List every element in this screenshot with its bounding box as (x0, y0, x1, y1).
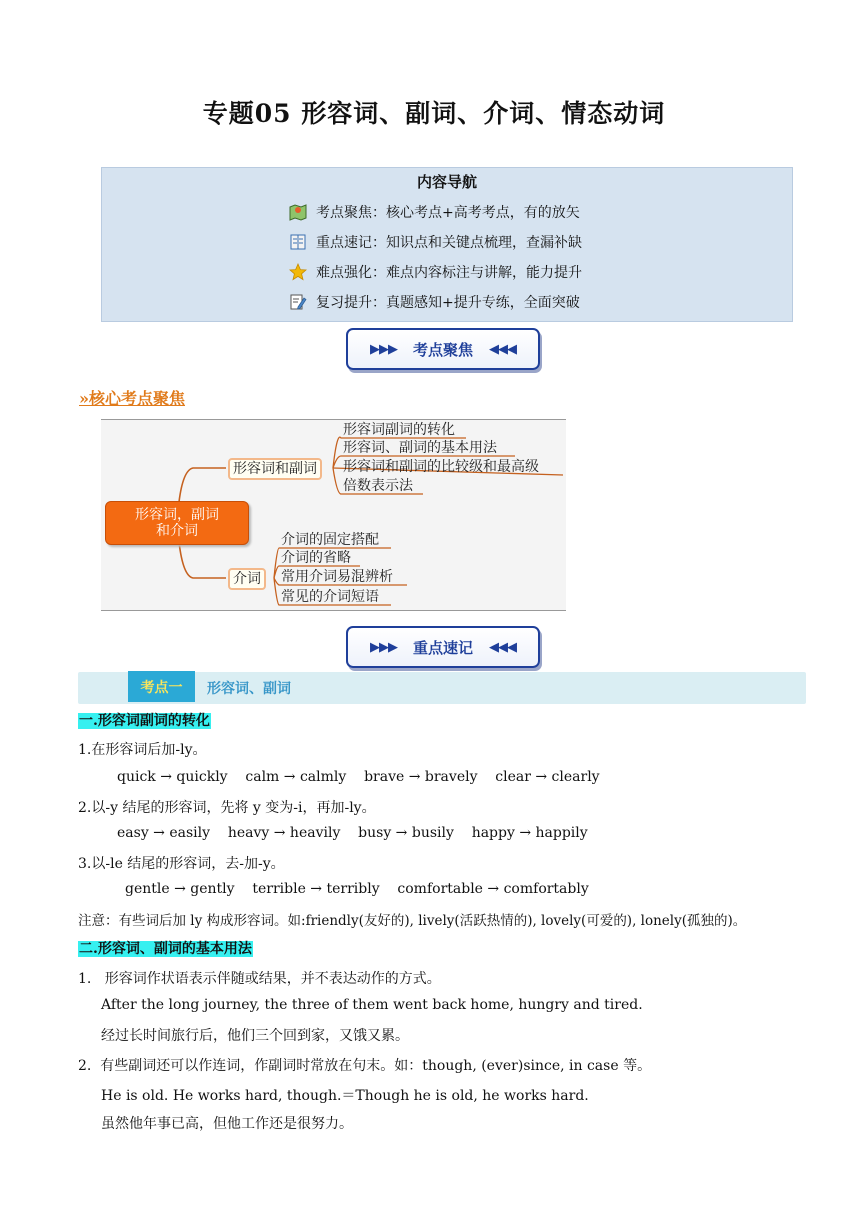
section-heading: 二.形容词、副词的基本用法 (79, 941, 252, 957)
arrows-left-icon: ◀◀◀ (489, 341, 516, 357)
core-heading: »核心考点聚焦 (79, 389, 186, 408)
rule-text: 1.在形容词后加-ly。 (78, 742, 207, 758)
nav-item-label: 考点聚焦：核心考点+高考考点，有的放矢 (316, 205, 580, 221)
banner-label: 重点速记 (412, 638, 473, 657)
banner-kaodian-jujiao (346, 328, 540, 370)
mind-map-root-label: 形容词，副词 和介词 (135, 507, 219, 539)
banner-label: 考点聚焦 (412, 340, 473, 359)
rule-text: 2.以-y 结尾的形容词，先将 y 变为-i，再加-ly。 (78, 800, 376, 816)
mind-map-leaf: 形容词、副词的基本用法 (343, 440, 497, 456)
page-title: 专题05 形容词、副词、介词、情态动词 (202, 99, 666, 128)
kaodian-title: 形容词、副词 (207, 681, 291, 697)
mind-map (101, 419, 566, 611)
star-icon (289, 263, 307, 281)
mind-map-root (105, 501, 249, 545)
rule-text: 2. 有些副词还可以作连词，作副词时常放在句末。如：though, (ever)since, in case 等。 (78, 1058, 652, 1074)
mind-map-leaf: 介词的固定搭配 (281, 532, 379, 548)
nav-item-label: 重点速记：知识点和关键点梳理，查漏补缺 (316, 235, 582, 251)
example-chinese: 经过长时间旅行后，他们三个回到家，又饿又累。 (101, 1028, 409, 1044)
example-english: After the long journey, the three of them went back home, hungry and tired. (101, 997, 643, 1013)
rule-text: 3.以-le 结尾的形容词，去-加-y。 (78, 856, 285, 872)
nav-item-label: 复习提升：真题感知+提升专练，全面突破 (316, 295, 580, 311)
map-icon (289, 203, 307, 221)
note-text: 注意：有些词后加 ly 构成形容词。如:friendly(友好的), lively(活跃热情的), lovely(可爱的), lonely(孤独的)。 (78, 913, 747, 929)
mind-map-leaf: 介词的省略 (281, 550, 351, 566)
edit-icon (289, 293, 307, 311)
example-chinese: 虽然他年事已高，但他工作还是很努力。 (101, 1116, 353, 1132)
mind-map-leaf: 常用介词易混辨析 (281, 569, 393, 585)
mind-map-branch-prep: 介词 (228, 568, 266, 590)
nav-heading: 内容导航 (416, 173, 477, 191)
mind-map-branch-adj-adv: 形容词和副词 (228, 458, 322, 480)
arrows-right-icon: ▶▶▶ (369, 639, 397, 655)
nav-item-difficult (289, 262, 582, 282)
nav-item-focus (289, 202, 580, 222)
example-line: quick → quickly calm → calmly brave → bravely clear → clearly (117, 769, 600, 785)
mind-map-leaf: 常见的介词短语 (281, 589, 379, 605)
mind-map-leaf: 形容词和副词的比较级和最高级 (343, 459, 539, 475)
mind-map-leaf: 倍数表示法 (343, 478, 413, 494)
nav-item-review (289, 292, 580, 312)
mind-map-leaf: 形容词副词的转化 (343, 422, 455, 438)
banner-zhongdian-suji (346, 626, 540, 668)
nav-item-notes (289, 232, 582, 252)
arrows-left-icon: ◀◀◀ (489, 639, 516, 655)
nav-item-label: 难点强化：难点内容标注与讲解，能力提升 (316, 265, 582, 281)
content-nav-box (101, 167, 793, 322)
section-heading: 一.形容词副词的转化 (79, 713, 210, 729)
example-line: gentle → gently terrible → terribly comfortable → comfortably (125, 881, 589, 897)
rule-text: 1. 形容词作状语表示伴随或结果，并不表达动作的方式。 (78, 971, 441, 987)
book-icon (289, 233, 307, 251)
kaodian-tag: 考点一 (128, 671, 195, 702)
arrows-right-icon: ▶▶▶ (369, 341, 397, 357)
example-line: easy → easily heavy → heavily busy → busily happy → happily (117, 825, 588, 841)
example-english: He is old. He works hard, though.＝Though he is old, he works hard. (101, 1088, 589, 1104)
